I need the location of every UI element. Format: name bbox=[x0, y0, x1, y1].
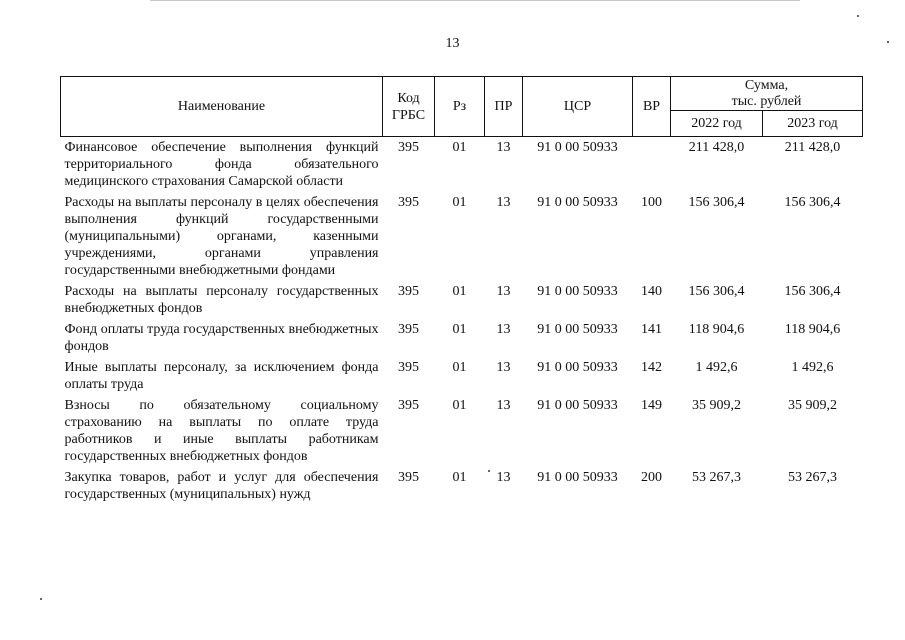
row-csr: 91 0 00 50933 bbox=[537, 284, 618, 299]
row-rz: 01 bbox=[452, 195, 467, 210]
row-pr: 13 bbox=[496, 195, 511, 210]
row-sum-2023: 35 909,2 bbox=[788, 398, 837, 413]
row-rz: 01 bbox=[452, 140, 467, 155]
row-vr: 142 bbox=[641, 360, 662, 375]
row-rz: 01 bbox=[452, 360, 467, 375]
row-sum-2023: 118 904,6 bbox=[784, 322, 841, 337]
row-pr: 13 bbox=[496, 360, 511, 375]
table-row bbox=[61, 357, 863, 395]
row-sum-2022: 1 492,6 bbox=[695, 360, 738, 375]
row-sum-2023: 53 267,3 bbox=[788, 470, 837, 485]
header-rz: Рз bbox=[435, 77, 485, 137]
row-csr: 91 0 00 50933 bbox=[537, 140, 618, 155]
row-csr: 91 0 00 50933 bbox=[537, 360, 618, 375]
row-csr: 91 0 00 50933 bbox=[537, 322, 618, 337]
table-row bbox=[61, 395, 863, 467]
budget-table bbox=[60, 76, 863, 505]
header-sum bbox=[671, 77, 863, 111]
row-grbs: 395 bbox=[398, 470, 419, 485]
row-name: Расходы на выплаты персоналу государственных внебюджетных фондов bbox=[64, 284, 379, 316]
row-sum-2023: 1 492,6 bbox=[791, 360, 834, 375]
row-sum-2022: 35 909,2 bbox=[692, 398, 741, 413]
row-vr: 200 bbox=[641, 470, 662, 485]
header-grbs: Код ГРБС bbox=[383, 77, 435, 137]
row-name: Взносы по обязательному социальному страхованию на выплаты по оплате труда работников и иные выплаты работникам государственных внебюджетных фондов bbox=[64, 398, 379, 464]
header-sum-line1: Сумма, bbox=[744, 77, 789, 93]
row-sum-2023: 211 428,0 bbox=[784, 140, 841, 155]
row-grbs: 395 bbox=[398, 140, 419, 155]
header-pr: ПР bbox=[485, 77, 523, 137]
row-csr: 91 0 00 50933 bbox=[537, 398, 618, 413]
row-pr: 13 bbox=[496, 398, 511, 413]
table-row bbox=[61, 281, 863, 319]
row-name: Иные выплаты персоналу, за исключением фонда оплаты труда bbox=[64, 360, 379, 392]
row-sum-2022: 156 306,4 bbox=[688, 284, 745, 299]
row-name: Фонд оплаты труда государственных внебюджетных фондов bbox=[64, 322, 379, 354]
table-row bbox=[61, 319, 863, 357]
row-vr bbox=[633, 137, 671, 193]
scan-speck bbox=[40, 598, 42, 600]
table-row bbox=[61, 192, 863, 281]
table-body bbox=[61, 137, 863, 506]
row-pr: 13 bbox=[496, 470, 511, 485]
row-vr: 140 bbox=[641, 284, 662, 299]
row-sum-2022: 118 904,6 bbox=[688, 322, 745, 337]
row-vr: 100 bbox=[641, 195, 662, 210]
row-sum-2022: 156 306,4 bbox=[688, 195, 745, 210]
row-rz: 01 bbox=[452, 470, 467, 485]
row-csr: 91 0 00 50933 bbox=[537, 470, 618, 485]
scan-speck bbox=[857, 15, 859, 17]
row-pr: 13 bbox=[496, 322, 511, 337]
row-pr: 13 bbox=[496, 140, 511, 155]
table-row bbox=[61, 467, 863, 505]
row-name: Закупка товаров, работ и услуг для обеспечения государственных (муниципальных) нужд bbox=[64, 470, 379, 502]
row-name: Расходы на выплаты персоналу в целях обеспечения выполнения функций государственными (муниципальными) органами, казенными учреждениями, органами управления государственными внебюджетными фондами bbox=[64, 195, 379, 278]
row-grbs: 395 bbox=[398, 398, 419, 413]
table-row bbox=[61, 137, 863, 193]
row-csr: 91 0 00 50933 bbox=[537, 195, 618, 210]
header-sum-line2: тыс. рублей bbox=[731, 93, 802, 109]
row-pr: 13 bbox=[496, 284, 511, 299]
row-rz: 01 bbox=[452, 284, 467, 299]
row-grbs: 395 bbox=[398, 195, 419, 210]
row-grbs: 395 bbox=[398, 322, 419, 337]
header-name: Наименование bbox=[61, 77, 383, 137]
row-rz: 01 bbox=[452, 322, 467, 337]
row-vr: 149 bbox=[641, 398, 662, 413]
row-rz: 01 bbox=[452, 398, 467, 413]
scan-top-rule bbox=[150, 0, 800, 1]
page-number: 13 bbox=[445, 36, 460, 51]
row-grbs: 395 bbox=[398, 360, 419, 375]
row-name: Финансовое обеспечение выполнения функций территориального фонда обязательного медицинского страхования Самарской области bbox=[64, 140, 379, 189]
row-sum-2022: 53 267,3 bbox=[692, 470, 741, 485]
row-sum-2023: 156 306,4 bbox=[784, 284, 841, 299]
header-year-2023: 2023 год bbox=[763, 111, 863, 137]
row-grbs: 395 bbox=[398, 284, 419, 299]
row-sum-2023: 156 306,4 bbox=[784, 195, 841, 210]
header-year-2022: 2022 год bbox=[671, 111, 763, 137]
table-header bbox=[61, 77, 863, 137]
header-csr: ЦСР bbox=[523, 77, 633, 137]
row-sum-2022: 211 428,0 bbox=[688, 140, 745, 155]
header-vr: ВР bbox=[633, 77, 671, 137]
row-vr: 141 bbox=[641, 322, 662, 337]
